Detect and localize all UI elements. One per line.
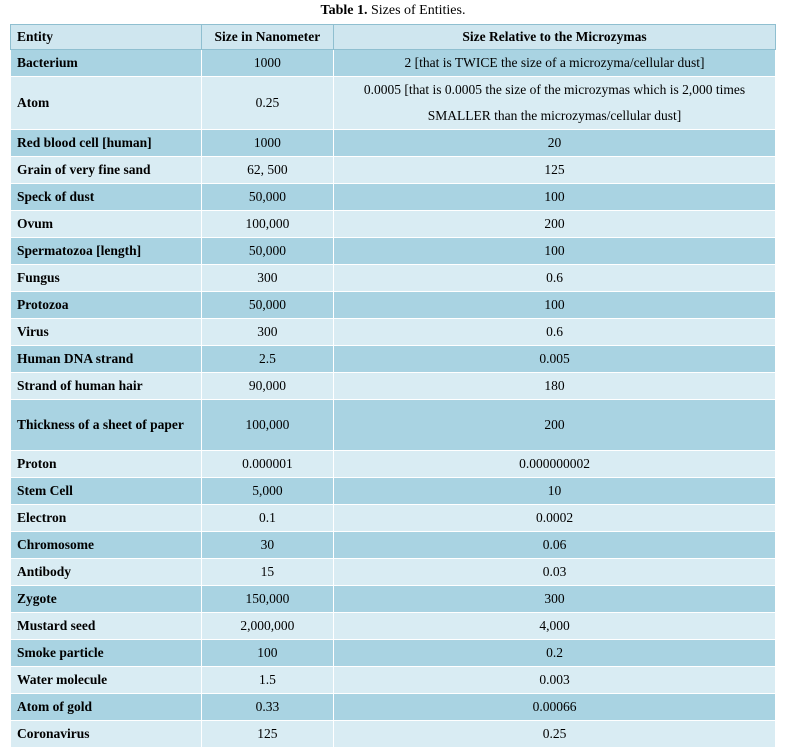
table-row [11,721,776,748]
table-row [11,50,776,77]
relative-size-cell: 100 [334,238,776,265]
size-nm-cell: 62, 500 [201,157,333,184]
entity-cell: Ovum [11,211,202,238]
table-row [11,346,776,373]
table-row [11,451,776,478]
relative-size-cell: 0.6 [334,265,776,292]
size-nm-cell: 1.5 [201,667,333,694]
entity-cell: Strand of human hair [11,373,202,400]
relative-size-cell: 10 [334,478,776,505]
entity-cell: Human DNA strand [11,346,202,373]
size-nm-cell: 90,000 [201,373,333,400]
table-row [11,478,776,505]
size-nm-cell: 2,000,000 [201,613,333,640]
size-nm-cell: 100 [201,640,333,667]
entity-cell: Red blood cell [human] [11,130,202,157]
relative-size-cell: 0.005 [334,346,776,373]
relative-size-cell: 20 [334,130,776,157]
size-nm-cell: 300 [201,319,333,346]
size-nm-cell: 15 [201,559,333,586]
table-row [11,157,776,184]
table-row [11,532,776,559]
entity-cell: Spermatozoa [length] [11,238,202,265]
relative-size-cell: 0.25 [334,721,776,748]
table-row [11,400,776,451]
table-row [11,211,776,238]
entity-cell: Bacterium [11,50,202,77]
size-nm-cell: 30 [201,532,333,559]
table-caption-text: Sizes of Entities. [367,3,466,18]
size-nm-cell: 0.25 [201,77,333,130]
table-row [11,238,776,265]
entity-cell: Chromosome [11,532,202,559]
entity-cell: Virus [11,319,202,346]
entity-cell: Protozoa [11,292,202,319]
entity-cell: Zygote [11,586,202,613]
table-row [11,373,776,400]
entity-cell: Speck of dust [11,184,202,211]
relative-size-cell: 0.6 [334,319,776,346]
table-row [11,694,776,721]
size-nm-cell: 0.1 [201,505,333,532]
header-row [11,25,776,50]
entity-cell: Grain of very fine sand [11,157,202,184]
relative-size-cell: 200 [334,400,776,451]
relative-size-cell: 100 [334,184,776,211]
entity-cell: Coronavirus [11,721,202,748]
header-relative-size: Size Relative to the Microzymas [334,25,776,50]
size-nm-cell: 50,000 [201,292,333,319]
size-nm-cell: 150,000 [201,586,333,613]
size-nm-cell: 0.000001 [201,451,333,478]
entity-cell: Electron [11,505,202,532]
relative-size-cell: 4,000 [334,613,776,640]
table-row [11,667,776,694]
entity-cell: Stem Cell [11,478,202,505]
table-row [11,130,776,157]
table-row [11,640,776,667]
entity-cell: Atom [11,77,202,130]
entity-cell: Smoke particle [11,640,202,667]
relative-size-cell: 125 [334,157,776,184]
size-nm-cell: 50,000 [201,184,333,211]
size-nm-cell: 125 [201,721,333,748]
size-nm-cell: 2.5 [201,346,333,373]
relative-size-cell: 100 [334,292,776,319]
table-row [11,265,776,292]
entity-cell: Mustard seed [11,613,202,640]
size-nm-cell: 1000 [201,130,333,157]
relative-size-cell: 0.0005 [that is 0.0005 the size of the microzymas which is 2,000 times SMALLER than the microzymas/cellular dust] [334,77,776,130]
table-row [11,613,776,640]
relative-size-cell: 180 [334,373,776,400]
table-row [11,319,776,346]
entity-cell: Fungus [11,265,202,292]
size-nm-cell: 100,000 [201,211,333,238]
table-caption [0,0,786,24]
table-row [11,586,776,613]
size-nm-cell: 50,000 [201,238,333,265]
table-row [11,184,776,211]
table-row [11,77,776,130]
entity-cell: Proton [11,451,202,478]
relative-size-cell: 0.06 [334,532,776,559]
size-nm-cell: 100,000 [201,400,333,451]
header-entity: Entity [11,25,202,50]
relative-size-cell: 200 [334,211,776,238]
entity-size-table [10,24,776,748]
table-row [11,505,776,532]
entity-cell: Water molecule [11,667,202,694]
size-nm-cell: 5,000 [201,478,333,505]
entity-cell: Thickness of a sheet of paper [11,400,202,451]
table-row [11,559,776,586]
relative-size-cell: 0.00066 [334,694,776,721]
size-nm-cell: 0.33 [201,694,333,721]
relative-size-cell: 2 [that is TWICE the size of a microzyma/cellular dust] [334,50,776,77]
relative-size-cell: 0.003 [334,667,776,694]
entity-cell: Antibody [11,559,202,586]
relative-size-cell: 0.000000002 [334,451,776,478]
table-caption-label: Table 1. [320,3,368,18]
entity-cell: Atom of gold [11,694,202,721]
relative-size-cell: 300 [334,586,776,613]
header-size-nm: Size in Nanometer [201,25,333,50]
relative-size-cell: 0.03 [334,559,776,586]
table-row [11,292,776,319]
size-nm-cell: 300 [201,265,333,292]
relative-size-cell: 0.0002 [334,505,776,532]
size-nm-cell: 1000 [201,50,333,77]
relative-size-cell: 0.2 [334,640,776,667]
